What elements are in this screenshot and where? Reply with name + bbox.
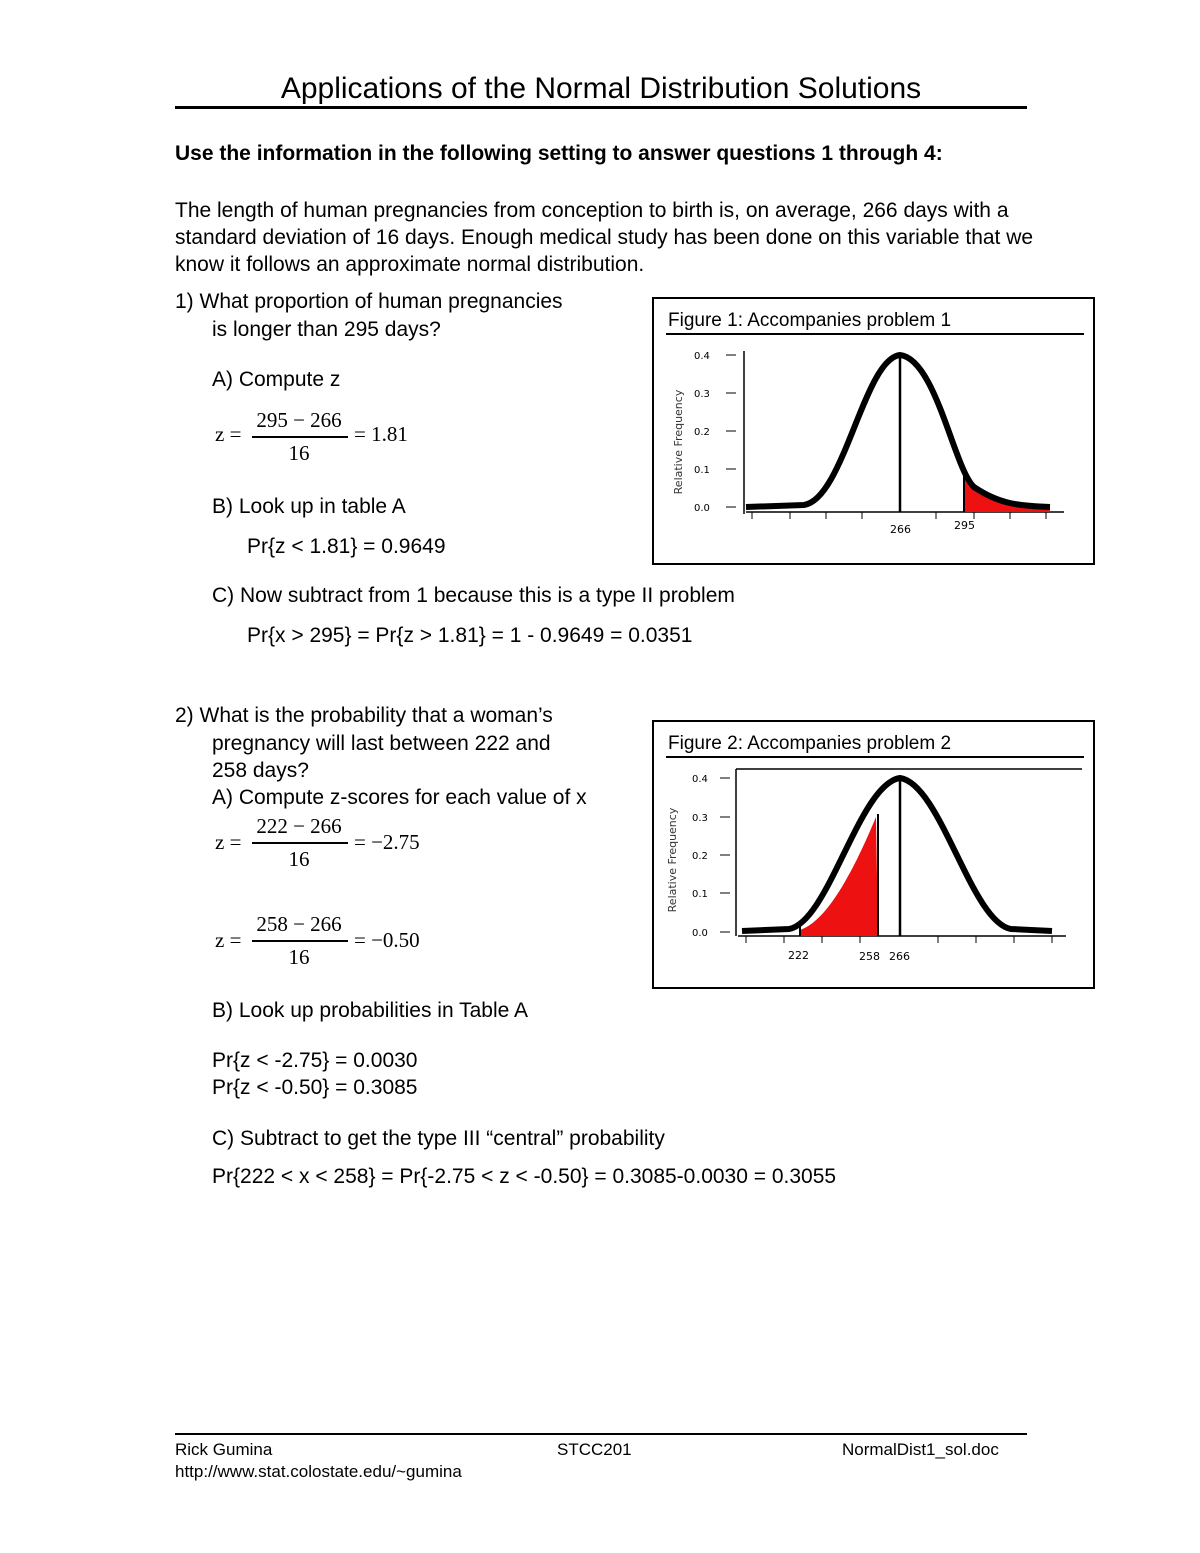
figure-1-chart [654,299,1093,563]
figure-2-ylabel: Relative Frequency [666,807,679,913]
figure-2-shaded-region [800,817,878,936]
footer-filename: NormalDist1_sol.doc [842,1440,999,1459]
q2-lookup-1: Pr{z < -2.75} = 0.0030 [212,1049,418,1072]
figure-2-ytick-label: 0.1 [692,889,708,900]
figure-1-normal-curve [746,355,1050,507]
q2-z2-result: = −0.50 [354,928,420,952]
q1-step-a: A) Compute z [212,368,341,391]
footer-url[interactable]: http://www.stat.colostate.edu/~gumina [175,1462,462,1481]
q2-answer: Pr{222 < x < 258} = Pr{-2.75 < z < -0.50} = 0.3085-0.0030 = 0.3055 [212,1165,837,1188]
figure-1-ytick-label: 0.2 [694,427,710,438]
q2-lookup-2: Pr{z < -0.50} = 0.3085 [212,1076,418,1099]
q1-z-result: = 1.81 [354,422,408,446]
setting-paragraph: The length of human pregnancies from conception to birth is, on average, 266 days with a standard deviation of 16 days. Enough medical study has been done on this variable that we know it follows an approximate normal distribution. [175,199,1034,276]
page-title: Applications of the Normal Distribution Solutions [280,72,922,105]
q1-z-numerator: 295 − 266 [256,408,342,432]
q2-z2-fraction-bar [252,940,348,942]
figure-2-xlabel: 222 [788,949,809,962]
figure-1-ytick-label: 0.3 [694,389,710,400]
figure-1-ytick-label: 0.4 [694,351,710,362]
figure-1-ytick-label: 0.0 [694,503,710,514]
figure-1-yticks [694,351,736,514]
q2-step-a: A) Compute z-scores for each value of x [212,786,587,809]
figure-2-yticks [692,774,730,939]
figure-1-xticks [752,512,1046,519]
q1-z-lhs: z = [215,422,242,446]
figure-2-normal-curve [742,778,1052,931]
q1-step-b: B) Look up in table A [212,495,406,518]
figure-2-xticks [746,936,1052,943]
figure-2-ytick-label: 0.2 [692,851,708,862]
figure-1-xlabel: 266 [890,523,911,536]
figure-1 [652,297,1095,565]
footer-rule [175,1433,1027,1435]
q1-lookup: Pr{z < 1.81} = 0.9649 [247,535,446,558]
q2-z2-lhs: z = [215,928,242,952]
q2-z1-lhs: z = [215,830,242,854]
figure-2-xlabel: 266 [889,950,910,963]
q1-step-c: C) Now subtract from 1 because this is a type II problem [212,584,735,607]
q2-z2-numerator: 258 − 266 [256,912,342,936]
q1-question-line1: 1) What proportion of human pregnancies [175,290,563,313]
q2-z1-numerator: 222 − 266 [256,814,342,838]
q1-question-line2: is longer than 295 days? [212,318,441,341]
q2-question-line1: 2) What is the probability that a woman’s [175,704,553,727]
figure-2-ytick-label: 0.0 [692,928,708,939]
figure-1-ylabel: Relative Frequency [672,389,685,495]
q2-question-line2: pregnancy will last between 222 and [212,732,551,755]
figure-1-ytick-label: 0.1 [694,465,710,476]
q1-z-denominator: 16 [288,441,310,465]
q2-z1-result: = −2.75 [354,830,420,854]
q1-fraction-bar [252,436,348,438]
q2-z2-denominator: 16 [288,945,310,969]
q1-answer: Pr{x > 295} = Pr{z > 1.81} = 1 - 0.9649 = 0.0351 [247,624,693,647]
title-rule [175,106,1027,109]
figure-1-caption: Figure 1: Accompanies problem 1 [668,310,952,331]
q2-z1-fraction-bar [252,842,348,844]
figure-2-ytick-label: 0.4 [692,774,708,785]
figure-1-xlabel: 295 [954,519,975,532]
q2-step-b: B) Look up probabilities in Table A [212,999,528,1022]
figure-2-xlabel: 258 [859,950,880,963]
q2-question-line3: 258 days? [212,759,309,782]
q2-step-c: C) Subtract to get the type III “central” probability [212,1127,665,1150]
q2-z1-denominator: 16 [288,847,310,871]
figure-2 [652,720,1095,989]
footer-author: Rick Gumina [175,1440,273,1459]
figure-2-ytick-label: 0.3 [692,813,708,824]
footer-course: STCC201 [557,1440,632,1459]
intro-instruction: Use the information in the following setting to answer questions 1 through 4: [175,142,943,165]
figure-2-caption: Figure 2: Accompanies problem 2 [668,733,952,754]
figure-2-chart [654,722,1093,987]
